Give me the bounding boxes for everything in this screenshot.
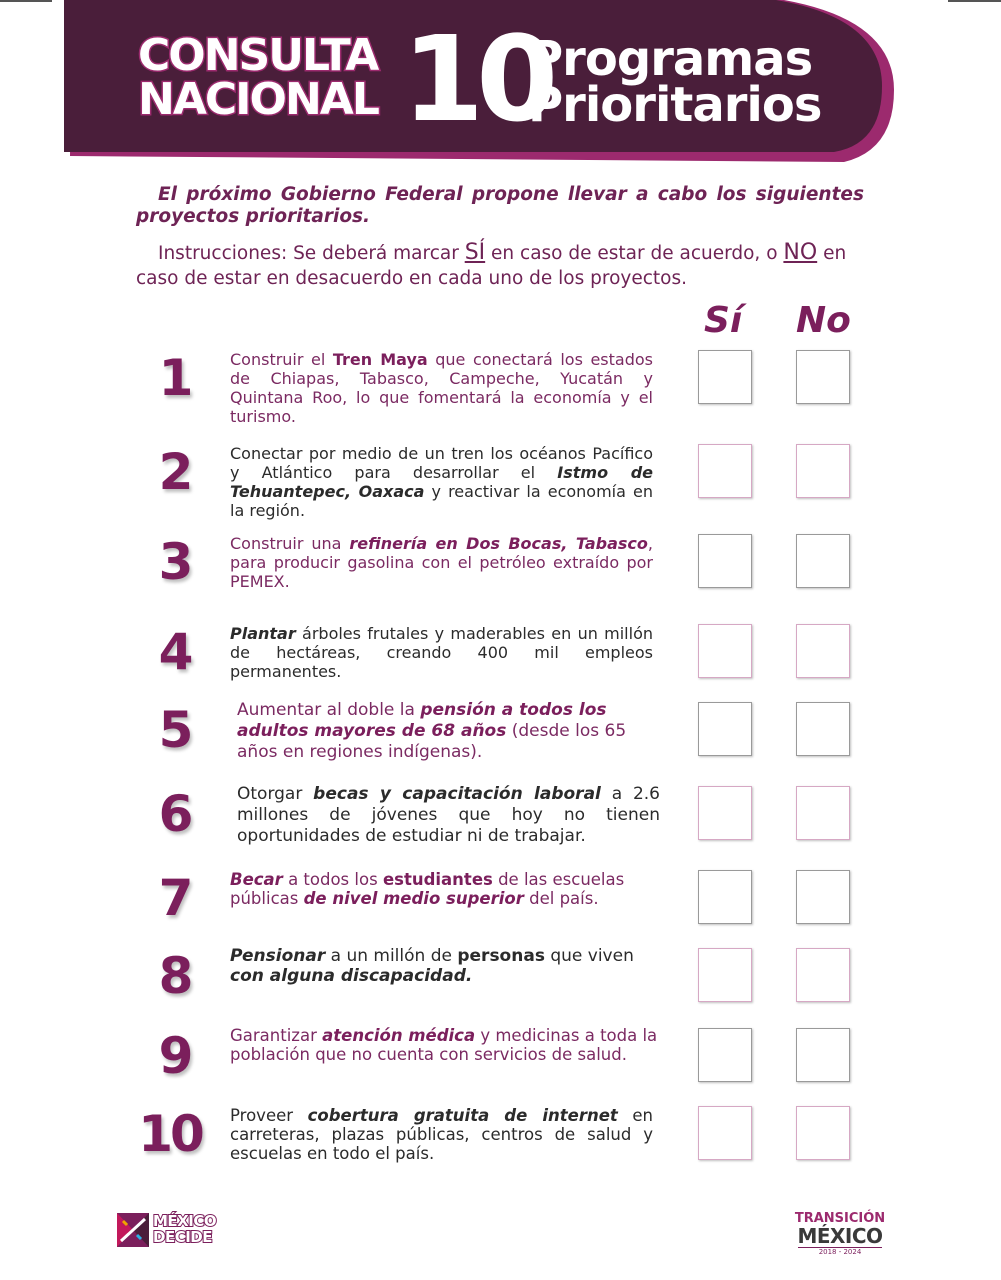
checkbox-no[interactable] <box>796 870 850 924</box>
item-text <box>237 700 660 763</box>
item-text-segment: Construir una <box>230 534 350 553</box>
item-text-segment: a un millón de <box>325 946 458 966</box>
checkbox-no[interactable] <box>796 350 850 404</box>
item-number: 2 <box>158 443 194 501</box>
checkbox-si[interactable] <box>698 444 752 498</box>
item-text-segment: Conectar por medio de un tren los océanos Pacífico y Atlántico para desarrollar el <box>230 444 653 482</box>
instructions-part1: Instrucciones: Se deberá marcar <box>158 243 465 264</box>
item-text-segment: del país. <box>523 889 599 908</box>
item-number: 8 <box>158 947 194 1005</box>
item-text-segment: Construir el <box>230 350 333 369</box>
top-rule-left <box>0 0 52 2</box>
item-text-segment: y reactivar la economía en la región. <box>230 482 654 520</box>
checkbox-no[interactable] <box>796 624 850 678</box>
footer-left-line2: DECIDE <box>153 1228 212 1246</box>
item-text-bold: Plantar <box>230 624 296 643</box>
subtitle-prioritarios: Prioritarios <box>528 77 822 133</box>
checkbox-si[interactable] <box>698 1028 752 1082</box>
instructions-part2: en caso de estar de acuerdo, o <box>485 243 784 264</box>
instructions-part3: en caso de estar en desacuerdo en cada uno de los proyectos. <box>136 243 847 289</box>
item-text-bold: de nivel medio superior <box>303 889 524 908</box>
item-number: 3 <box>158 533 194 591</box>
checkbox-si[interactable] <box>698 786 752 840</box>
item-text-segment: de las escuelas públicas <box>230 870 625 908</box>
intro-text: El próximo Gobierno Federal propone llevar a cabo los siguientes proyectos prioritarios. <box>136 184 864 227</box>
item-text-segment: Garantizar <box>230 1026 323 1045</box>
item-text-bold: estudiantes <box>382 870 493 889</box>
item-text <box>230 624 653 681</box>
checkbox-no[interactable] <box>796 534 850 588</box>
header-banner <box>64 0 874 158</box>
item-text <box>230 870 653 908</box>
item-text <box>230 444 653 520</box>
footer-right-line1: TRANSICIÓN <box>794 1211 886 1226</box>
mexico-decide-logo <box>115 1211 227 1249</box>
item-text-bold: refinería en Dos Bocas, Tabasco <box>349 534 648 553</box>
checkbox-no[interactable] <box>796 702 850 756</box>
title-number: 10 <box>402 10 551 148</box>
item-number: 6 <box>158 785 194 843</box>
checkbox-no[interactable] <box>796 1028 850 1082</box>
item-text-segment: que conectará los estados de Chiapas, Tabasco, Campeche, Yucatán y Quintana Roo, lo que fomentará la economía y el turismo. <box>230 350 654 426</box>
item-text-bold: con alguna discapacidad. <box>230 966 473 986</box>
title-consulta: CONSULTA <box>138 30 378 81</box>
banner-subtitle <box>528 31 822 133</box>
checkbox-no[interactable] <box>796 948 850 1002</box>
item-text-segment: Otorgar <box>237 784 314 804</box>
item-text-segment: , para producir gasolina con el petróleo extraído por PEMEX. <box>230 534 653 591</box>
top-rule-right <box>948 0 1001 2</box>
checkbox-si[interactable] <box>698 1106 752 1160</box>
item-number: 7 <box>158 869 194 927</box>
item-number: 5 <box>158 701 194 759</box>
item-text <box>237 784 660 847</box>
item-text-segment: a 2.6 millones de jóvenes que hoy no tienen oportunidades de estudiar ni de trabajar. <box>237 784 660 846</box>
checkbox-si[interactable] <box>698 350 752 404</box>
item-text-segment: árboles frutales y maderables en un millón de hectáreas, creando 400 mil empleos permanentes. <box>230 624 653 681</box>
item-text-bold: pensión a todos los adultos mayores de 68 años <box>237 700 607 741</box>
checkbox-no[interactable] <box>796 444 850 498</box>
footer-left-line1: MÉXICO <box>153 1212 217 1230</box>
item-text-segment: y medicinas a toda la población que no cuenta con servicios de salud. <box>230 1026 658 1064</box>
item-text <box>230 1026 665 1064</box>
item-number: 10 <box>138 1105 202 1163</box>
footer-right-line2: MÉXICO <box>797 1224 883 1248</box>
checkbox-no[interactable] <box>796 786 850 840</box>
item-text-bold: Tren Maya <box>332 350 428 369</box>
item-text-bold: Becar <box>230 870 283 889</box>
checkbox-si[interactable] <box>698 624 752 678</box>
banner-title <box>138 30 378 125</box>
item-text <box>230 350 653 426</box>
checkbox-no[interactable] <box>796 1106 850 1160</box>
item-text <box>230 946 660 986</box>
checkbox-si[interactable] <box>698 948 752 1002</box>
item-text-segment: a todos los <box>282 870 383 889</box>
title-nacional: NACIONAL <box>138 74 378 125</box>
subtitle-programas: Programas <box>528 31 813 87</box>
instructions <box>136 240 864 291</box>
item-text-bold: cobertura gratuita de internet <box>307 1106 618 1125</box>
item-text-bold: atención médica <box>322 1026 476 1045</box>
item-number: 1 <box>158 349 194 407</box>
footer-right-line3: 2018 - 2024 <box>798 1247 882 1257</box>
item-text-bold: Istmo de Tehuantepec, Oaxaca <box>230 463 654 501</box>
checkbox-si[interactable] <box>698 870 752 924</box>
item-text-segment: (desde los 65 años en regiones indígenas). <box>237 721 627 762</box>
transicion-mexico-logo <box>790 1212 890 1257</box>
item-text-bold: becas y capacitación laboral <box>313 784 601 804</box>
checkbox-si[interactable] <box>698 702 752 756</box>
item-text <box>230 1106 653 1163</box>
instructions-no: NO <box>783 240 818 265</box>
item-number: 4 <box>158 623 194 681</box>
item-text-segment: Aumentar al doble la <box>237 700 421 720</box>
column-header-no: No <box>796 300 851 341</box>
item-text-segment: Proveer <box>230 1106 308 1125</box>
checkbox-si[interactable] <box>698 534 752 588</box>
column-header-si: Sí <box>704 300 743 341</box>
mexico-decide-text <box>153 1213 216 1245</box>
item-text <box>230 534 653 591</box>
item-text-segment: en carreteras, plazas públicas, centros de salud y escuelas en todo el país. <box>230 1106 654 1163</box>
mexico-decide-mark-icon <box>115 1211 151 1249</box>
item-text-segment: que viven <box>544 946 634 966</box>
item-text-bold: personas <box>457 946 545 966</box>
instructions-si: SÍ <box>464 240 486 265</box>
item-text-bold: Pensionar <box>230 946 326 966</box>
item-number: 9 <box>158 1027 194 1085</box>
